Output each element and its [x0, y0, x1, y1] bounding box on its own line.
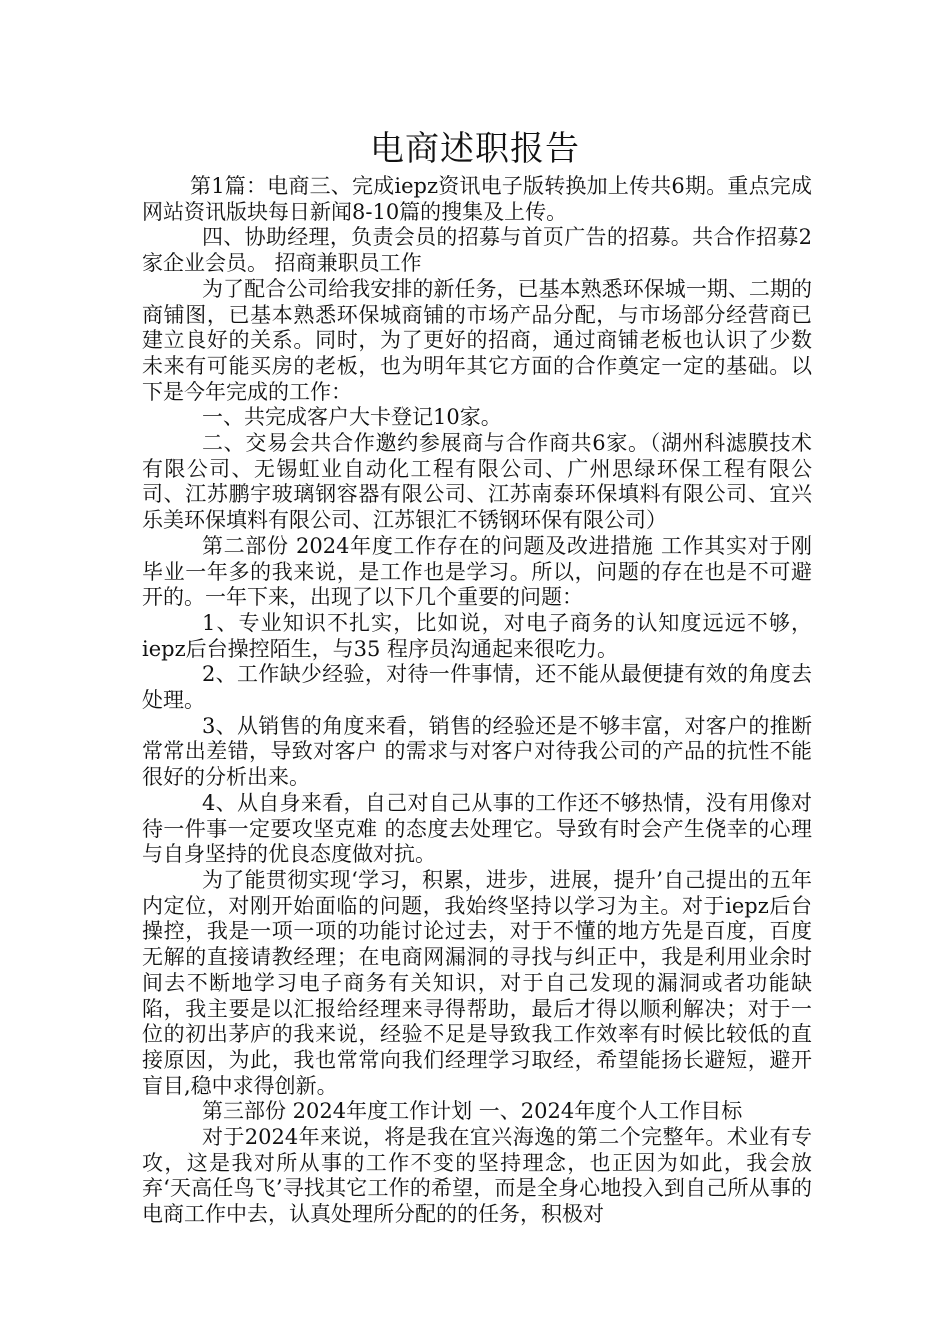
document-body	[142, 174, 812, 1228]
paragraph: 第三部份 2024年度工作计划 一、2024年度个人工作目标	[202, 1099, 743, 1124]
paragraph: 对于2024年来说，将是我在宜兴海逸的第二个完整年。术业有专攻，这是我对所从事的工作不变的坚持理念，也正因为如此，我会放弃‘天高任鸟飞’寻找其它工作的希望，而是全身心地投入到自己所从事的电商工作中去，认真处理所分配的的任务，积极对	[142, 1125, 812, 1227]
paragraph: 第二部份 2024年度工作存在的问题及改进措施 工作其实对于刚毕业一年多的我来说，是工作也是学习。所以，问题的存在也是不可避开的。一年下来，出现了以下几个重要的问题：	[142, 533, 812, 610]
paragraph: 一、共完成客户大卡登记10家。	[202, 405, 502, 430]
paragraph: 1、专业知识不扎实，比如说，对电子商务的认知度远远不够，iepz后台操控陌生，与35 程序员沟通起来很吃力。	[142, 610, 812, 661]
paragraph: 4、从自身来看，自己对自己从事的工作还不够热情，没有用像对待一件事一定要攻坚克难 的态度去处理它。导致有时会产生侥幸的心理与自身坚持的优良态度做对抗。	[142, 790, 812, 867]
paragraph: 第1篇：电商三、完成iepz资讯电子版转换加上传共6期。重点完成网站资讯版块每日新闻8-10篇的搜集及上传。	[142, 174, 812, 224]
paragraph: 3、从销售的角度来看，销售的经验还是不够丰富，对客户的推断常常出差错，导致对客户 的需求与对客户对待我公司的产品的抗性不能很好的分析出来。	[142, 713, 812, 790]
paragraph: 为了能贯彻实现‘学习，积累，进步，进展，提升’自己提出的五年内定位，对刚开始面临的问题，我始终坚持以学习为主。对于iepz后台操控，我是一项一项的功能讨论过去，对于不懂的地方先是百度，百度无解的直接请教经理；在电商网漏洞的寻找与纠正中，我是利用业余时间去不断地学习电子商务有关知识，对于自己发现的漏洞或者功能缺陷，我主要是以汇报给经理来寻得帮助，最后才得以顺利解决；对于一位的初出茅庐的我来说，经验不足是导致我工作效率有时候比较低的直接原因，为此，我也常常向我们经理学习取经，希望能扬长避短，避开盲目,稳中求得创新。	[142, 867, 812, 1098]
paragraph: 二、交易会共合作邀约参展商与合作商共6家。（湖州科滤膜技术有限公司、无锡虹业自动化工程有限公司、广州思绿环保工程有限公司、江苏鹏宇玻璃钢容器有限公司、江苏南泰环保填料有限公司、宜兴乐美环保填料有限公司、江苏银汇不锈钢环保有限公司）	[142, 431, 812, 533]
paragraph: 为了配合公司给我安排的新任务，已基本熟悉环保城一期、二期的商铺图，已基本熟悉环保城商铺的市场产品分配，与市场部分经营商已建立良好的关系。同时，为了更好的招商，通过商铺老板也认识了少数未来有可能买房的老板，也为明年其它方面的合作奠定一定的基础。以下是今年完成的工作：	[142, 276, 812, 404]
paragraph: 四、协助经理，负责会员的招募与首页广告的招募。共合作招募2家企业会员。 招商兼职员工作	[142, 225, 812, 276]
paragraph: 2、工作缺少经验，对待一件事情，还不能从最便捷有效的角度去处理。	[142, 662, 812, 713]
document-title: 电商述职报告	[370, 129, 580, 169]
